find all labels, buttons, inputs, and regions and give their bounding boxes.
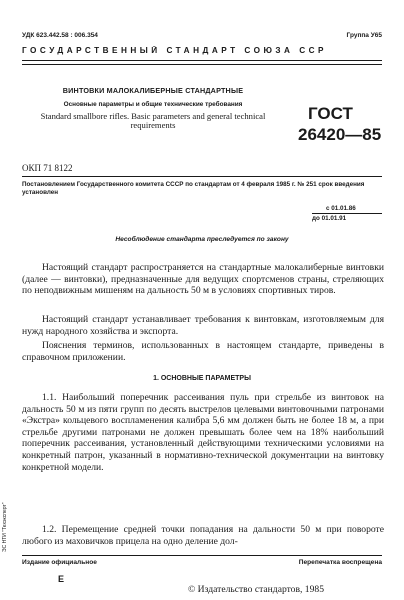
- udk-code: УДК 623.442.58 : 006.354: [22, 32, 98, 39]
- publisher-copyright: © Издательство стандартов, 1985: [188, 584, 324, 595]
- date-from: с 01.01.86: [326, 205, 356, 212]
- gost-designation: [298, 104, 384, 145]
- group-code: Группа У65: [346, 32, 382, 39]
- paragraph-text: Настоящий стандарт устанавливает требования к винтовкам, изготовляемым для нужд народного хозяйства и экспорта.: [22, 314, 384, 337]
- decree-text: Постановлением Государственного комитета СССР по стандартам от 4 февраля 1985 г. № 251 срок введения установлен: [22, 181, 365, 196]
- side-watermark-code: ЭС НТИ "Техэксперт": [2, 502, 8, 552]
- standard-subtitle-ru: Основные параметры и общие технические требования: [63, 101, 243, 108]
- okp-code: ОКП 71 8122: [22, 163, 73, 173]
- clause-1-2: [22, 524, 384, 547]
- date-to: до 01.01.91: [312, 213, 382, 223]
- paragraph-terms: [22, 340, 384, 363]
- title-rule-bottom: [22, 64, 382, 65]
- clause-text: 1.1. Наибольший поперечник рассеивания пуль при стрельбе из винтовок на дальность 50 м из пяти групп по десять выстрелов целевыми винтовочными патронами «Экстра» кольцевого воспламенения калибра 5,6 мм должен быть не более 18 м, а при стрельбе другими патронами не должен превышать более чем на 18% наибольший поперечник рассеивания, установленный действующими техническими условиями на конкретный патрон, указанный в нормативно-технической документации на винтовку конкретной модели.: [22, 392, 384, 473]
- standard-name-block: [22, 86, 284, 131]
- official-edition-label: Издание официальное: [22, 559, 97, 566]
- top-meta-line: [22, 32, 382, 44]
- reprint-prohibited-label: Перепечатка воспрещена: [298, 559, 382, 566]
- state-standard-title: ГОСУДАРСТВЕННЫЙ СТАНДАРТ СОЮЗА ССР: [22, 46, 327, 55]
- gost-number: 26420—85: [298, 125, 382, 144]
- paragraph-requirements: [22, 314, 384, 337]
- clause-text: 1.2. Перемещение средней точки попадания на дальности 50 м при повороте любого из маховичков прицела на одно деление дол-: [22, 524, 384, 547]
- effective-dates: [312, 204, 382, 223]
- gost-word: ГОСТ: [308, 104, 353, 123]
- paragraph-text: Настоящий стандарт распространяется на стандартные малокалиберные винтовки (далее — винтовки), предназначенные для ведущих спортсменов страны, стреляющих по неподвижным мишеням на дальность 50 м в условиях спортивных тиров.: [22, 262, 384, 297]
- section-heading: 1. ОСНОВНЫЕ ПАРАМЕТРЫ: [153, 375, 251, 382]
- standard-name-ru: ВИНТОВКИ МАЛОКАЛИБЕРНЫЕ СТАНДАРТНЫЕ: [62, 86, 244, 95]
- decree-rule: [22, 176, 382, 177]
- edition-mark: Е: [58, 574, 65, 584]
- title-rule-top: [22, 60, 382, 61]
- clause-1-1: [22, 392, 384, 473]
- paragraph-text: Пояснения терминов, использованных в настоящем стандарте, приведены в справочном приложении.: [22, 340, 384, 363]
- paragraph-scope: [22, 262, 384, 297]
- legal-warning: Несоблюдение стандарта преследуется по закону: [115, 236, 289, 243]
- footer-rule: [22, 555, 382, 556]
- standard-name-en: Standard smallbore rifles. Basic parameters and general technical requirements: [40, 110, 266, 130]
